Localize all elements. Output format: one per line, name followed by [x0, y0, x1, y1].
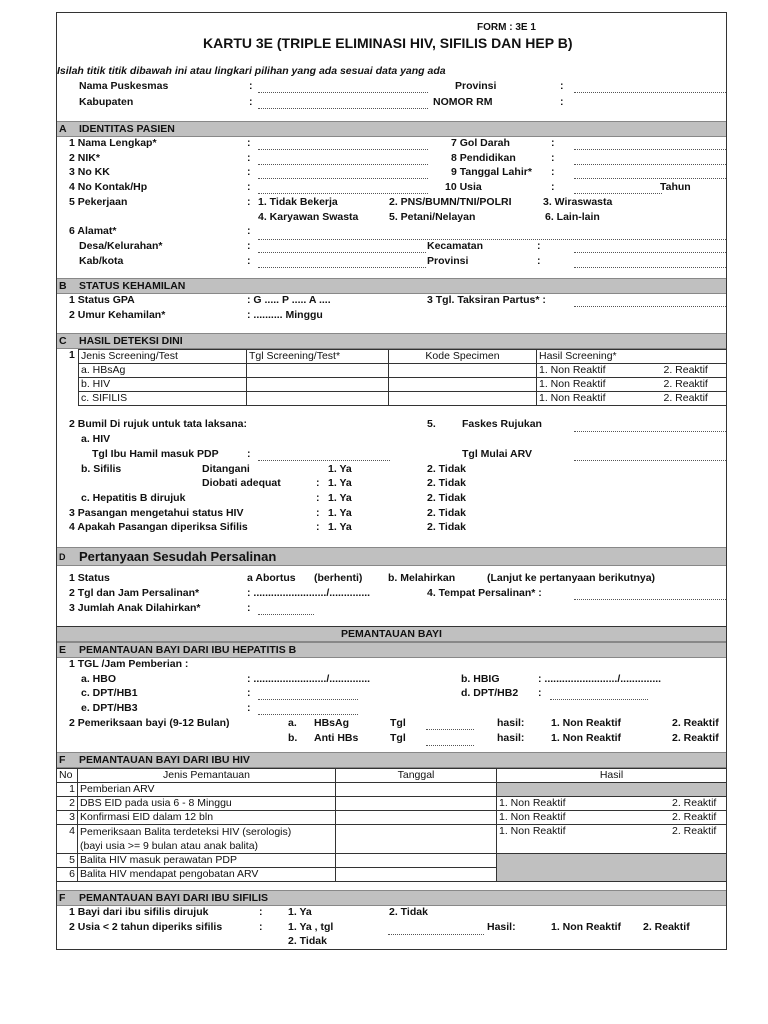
column-header: Tgl Screening/Test* — [247, 350, 389, 364]
hasil-cell-disabled — [497, 854, 727, 882]
label-hbig: b. HBIG — [461, 673, 500, 685]
hasil-cell — [537, 392, 727, 406]
section-title: PEMANTAUAN BAYI DARI IBU HEPATITIS B — [79, 644, 297, 656]
row-number: 3 — [57, 811, 78, 825]
form-code: FORM : 3E 1 — [477, 22, 536, 33]
label-usia-diperiksa: 2 Usia < 2 tahun diperiks sifilis — [69, 921, 223, 933]
taksiran-partus-field[interactable] — [574, 306, 726, 307]
section-c-header — [57, 333, 726, 349]
jenis-line-1: Pemeriksaan Balita terdeteksi HIV (serologis) — [80, 826, 292, 838]
colon: : — [560, 96, 564, 108]
label-kabkota: Kab/kota — [79, 255, 124, 267]
jenis-pemantauan: Balita HIV mendapat pengobatan ARV — [78, 868, 336, 882]
label-hiv: a. HIV — [81, 433, 111, 445]
label-tgl-arv: Tgl Mulai ARV — [462, 448, 533, 460]
provinsi-field[interactable] — [574, 92, 726, 93]
colon: : — [249, 96, 253, 108]
dpt-hb3-field[interactable] — [258, 714, 358, 715]
option-tidak[interactable]: 2. Tidak — [389, 906, 428, 918]
colon: : — [247, 687, 251, 699]
label-tgl: Tgl — [390, 732, 406, 744]
test-name: a. HBsAg — [79, 364, 247, 378]
test-letter: b. — [288, 732, 298, 744]
hasil-cell — [497, 797, 727, 811]
column-header: Tanggal — [336, 769, 497, 783]
row-number: 4 — [57, 825, 78, 854]
hiv-monitoring-table — [57, 768, 726, 882]
section-d-header — [57, 547, 726, 566]
option-non-reaktif[interactable]: 1. Non Reaktif — [499, 811, 566, 823]
label-ditangani: Ditangani — [202, 463, 250, 475]
label-jumlah-anak: 3 Jumlah Anak Dilahirkan* — [69, 602, 201, 614]
section-title: PEMANTAUAN BAYI — [341, 628, 442, 640]
option-tidak[interactable]: 2. Tidak — [427, 477, 466, 489]
nama-lengkap-field[interactable] — [258, 149, 428, 150]
pekerjaan-option-3[interactable]: 3. Wiraswasta — [543, 196, 613, 208]
colon: : — [560, 80, 564, 92]
hasil-cell-disabled — [497, 783, 727, 797]
column-header: Hasil — [497, 769, 727, 783]
colon: : — [259, 906, 263, 918]
page-title: KARTU 3E (TRIPLE ELIMINASI HIV, SIFILIS DAN HEP B) — [203, 35, 573, 51]
option-non-reaktif[interactable]: 1. Non Reaktif — [551, 732, 622, 744]
colon: : — [247, 225, 251, 237]
test-name: c. SIFILIS — [79, 392, 247, 406]
label-tgl-pdp: Tgl Ibu Hamil masuk PDP — [92, 448, 219, 460]
option-reaktif[interactable]: 2. Reaktif — [672, 732, 719, 744]
tempat-persalinan-field[interactable] — [574, 599, 726, 600]
option-ya[interactable]: 1. Ya — [328, 463, 352, 475]
label-kabupaten: Kabupaten — [79, 96, 134, 108]
label-dpt-hb3: e. DPT/HB3 — [81, 702, 138, 714]
colon: : — [247, 152, 251, 164]
jenis-line-2: (bayi usia >= 9 bulan atau anak balita) — [80, 840, 259, 852]
pekerjaan-option-6[interactable]: 6. Lain-lain — [545, 211, 600, 223]
colon: : — [316, 492, 320, 504]
colon: : — [247, 137, 251, 149]
kode-specimen-cell[interactable] — [389, 364, 537, 378]
option-ya[interactable]: 1. Ya — [328, 521, 352, 533]
label-usia: 10 Usia — [445, 181, 482, 193]
jenis-pemantauan: DBS EID pada usia 6 - 8 Minggu — [78, 797, 336, 811]
option-reaktif[interactable]: 2. Reaktif — [663, 392, 708, 404]
section-letter: D — [59, 552, 66, 562]
option-tidak[interactable]: 2. Tidak — [288, 935, 327, 947]
nama-puskesmas-field[interactable] — [258, 92, 428, 93]
jenis-pemantauan: Balita HIV masuk perawatan PDP — [78, 854, 336, 868]
tanggal-cell[interactable] — [336, 797, 497, 811]
hbig-field[interactable]: : ........................./.............. — [538, 673, 662, 685]
dpt-hb2-field[interactable] — [550, 699, 648, 700]
label-umur-kehamilan: 2 Umur Kehamilan* — [69, 309, 166, 321]
label-nik: 2 NIK* — [69, 152, 100, 164]
gol-darah-field[interactable] — [574, 149, 726, 150]
kecamatan-field[interactable] — [574, 252, 726, 253]
option-ya[interactable]: 1. Ya — [328, 477, 352, 489]
column-header: Jenis Screening/Test — [79, 350, 247, 364]
label-nama-lengkap: 1 Nama Lengkap* — [69, 137, 157, 149]
row-number: 5 — [57, 854, 78, 868]
option-melahirkan[interactable]: b. Melahirkan — [388, 572, 456, 584]
jumlah-anak-field[interactable] — [258, 614, 314, 615]
hasil-cell — [537, 378, 727, 392]
label-hasil: hasil: — [497, 732, 525, 744]
option-tidak[interactable]: 2. Tidak — [427, 507, 466, 519]
test-name: HBsAg — [314, 717, 350, 729]
label-taksiran-partus: 3 Tgl. Taksiran Partus* : — [427, 294, 546, 306]
note-lanjut: (Lanjut ke pertanyaan berikutnya) — [487, 572, 656, 584]
label-pasangan-hiv: 3 Pasangan mengetahui status HIV — [69, 507, 244, 519]
kabkota-field[interactable] — [258, 267, 426, 268]
table-header-row — [79, 350, 727, 364]
label-tgl: Tgl — [390, 717, 406, 729]
section-title: PEMANTAUAN BAYI DARI IBU HIV — [79, 754, 250, 766]
kabupaten-field[interactable] — [258, 108, 428, 109]
item-number: 1 — [69, 349, 75, 361]
label-gol-darah: 7 Gol Darah — [451, 137, 510, 149]
tanggal-cell[interactable] — [336, 854, 497, 868]
pekerjaan-option-5[interactable]: 5. Petani/Nelayan — [389, 211, 476, 223]
section-f-sifilis-header — [57, 890, 726, 906]
option-ya[interactable]: 1. Ya — [288, 906, 312, 918]
colon: : — [247, 181, 251, 193]
provinsi-pasien-field[interactable] — [574, 267, 726, 268]
hasil-cell — [537, 364, 727, 378]
label-nomor-rm: NOMOR RM — [433, 96, 493, 108]
section-title: STATUS KEHAMILAN — [79, 280, 186, 292]
pekerjaan-option-1[interactable]: 1. Tidak Bekerja — [258, 196, 338, 208]
colon: : — [247, 255, 251, 267]
row-number: 6 — [57, 868, 78, 882]
colon: : — [537, 240, 541, 252]
test-letter: a. — [288, 717, 297, 729]
section-letter: A — [59, 123, 67, 135]
row-number: 1 — [57, 783, 78, 797]
option-tidak[interactable]: 2. Tidak — [427, 521, 466, 533]
table-row — [57, 854, 726, 868]
test-name: Anti HBs — [314, 732, 359, 744]
colon: : — [537, 255, 541, 267]
tgl-arv-field[interactable] — [574, 460, 726, 461]
section-title: IDENTITAS PASIEN — [79, 123, 175, 135]
tgl-periksa-sifilis-field[interactable] — [388, 934, 484, 935]
colon: : — [247, 196, 251, 208]
option-reaktif[interactable]: 2. Reaktif — [643, 921, 690, 933]
colon: : — [247, 602, 251, 614]
hasil-cell — [497, 825, 727, 854]
pekerjaan-option-2[interactable]: 2. PNS/BUMN/TNI/POLRI — [389, 196, 512, 208]
label-hepatitis: c. Hepatitis B dirujuk — [81, 492, 186, 504]
column-header: Kode Specimen — [389, 350, 537, 364]
section-b-header — [57, 278, 726, 294]
form-page — [56, 12, 727, 950]
colon: : — [551, 181, 555, 193]
option-reaktif[interactable]: 2. Reaktif — [672, 811, 717, 823]
table-row — [57, 811, 726, 825]
label-tanggal-lahir: 9 Tanggal Lahir* — [451, 166, 532, 178]
column-header: Hasil Screening* — [537, 350, 727, 364]
note-berhenti: (berhenti) — [314, 572, 363, 584]
option-non-reaktif[interactable]: 1. Non Reaktif — [539, 364, 606, 376]
option-reaktif[interactable]: 2. Reaktif — [663, 378, 708, 390]
colon: : — [538, 687, 542, 699]
option-non-reaktif[interactable]: 1. Non Reaktif — [539, 378, 606, 390]
option-abortus[interactable]: a Abortus — [247, 572, 296, 584]
table-row — [79, 378, 727, 392]
column-header: Jenis Pemantauan — [78, 769, 336, 783]
label-desa: Desa/Kelurahan* — [79, 240, 163, 252]
label-nama-puskesmas: Nama Puskesmas — [79, 80, 169, 92]
table-header-row — [57, 769, 726, 783]
colon: : — [247, 166, 251, 178]
status-gpa-field[interactable]: : G ..... P ..... A .... — [247, 294, 331, 306]
option-tidak[interactable]: 2. Tidak — [427, 463, 466, 475]
label-tempat-persalinan: 4. Tempat Persalinan* : — [427, 587, 542, 599]
tgl-screening-cell[interactable] — [247, 378, 389, 392]
hbsag-tgl-field[interactable] — [426, 729, 474, 730]
screening-table — [78, 349, 727, 406]
table-row — [57, 797, 726, 811]
section-title: Pertanyaan Sesudah Persalinan — [79, 549, 277, 564]
alamat-field[interactable] — [258, 239, 726, 240]
option-non-reaktif[interactable]: 1. Non Reaktif — [551, 717, 622, 729]
umur-kehamilan-field[interactable]: : .......... Minggu — [247, 309, 323, 321]
row-number: 2 — [57, 797, 78, 811]
label-dpt-hb2: d. DPT/HB2 — [461, 687, 519, 699]
tanggal-cell[interactable] — [336, 825, 497, 854]
anti-hbs-tgl-field[interactable] — [426, 745, 474, 746]
section-letter: F — [59, 892, 66, 904]
tanggal-cell[interactable] — [336, 811, 497, 825]
column-header: No — [57, 769, 78, 783]
tanggal-cell[interactable] — [336, 868, 497, 882]
label-tgl-pemberian: 1 TGL /Jam Pemberian : — [69, 658, 189, 670]
colon: : — [316, 477, 320, 489]
tanggal-cell[interactable] — [336, 783, 497, 797]
faskes-rujukan-field[interactable] — [574, 431, 726, 432]
label-pemeriksaan-bayi: 2 Pemeriksaan bayi (9-12 Bulan) — [69, 717, 230, 729]
option-ya-tgl[interactable]: 1. Ya , tgl — [288, 921, 334, 933]
tanggal-lahir-field[interactable] — [574, 178, 726, 179]
colon: : — [259, 921, 263, 933]
jenis-pemantauan: Konfirmasi EID dalam 12 bln — [78, 811, 336, 825]
item-number: 5. — [427, 418, 436, 430]
no-kk-field[interactable] — [258, 178, 428, 179]
section-letter: E — [59, 644, 67, 656]
option-reaktif[interactable]: 2. Reaktif — [663, 364, 708, 376]
label-sifilis: b. Sifilis — [81, 463, 122, 475]
label-rujuk: 2 Bumil Di rujuk untuk tata laksana: — [69, 418, 247, 430]
colon: : — [249, 80, 253, 92]
colon: : — [551, 166, 555, 178]
label-faskes-rujukan: Faskes Rujukan — [462, 418, 542, 430]
tgl-pdp-field[interactable] — [258, 460, 390, 461]
option-non-reaktif[interactable]: 1. Non Reaktif — [551, 921, 622, 933]
label-kecamatan: Kecamatan — [427, 240, 484, 252]
colon: : — [551, 137, 555, 149]
label-pekerjaan: 5 Pekerjaan — [69, 196, 128, 208]
label-tgl-jam-persalinan: 2 Tgl dan Jam Persalinan* — [69, 587, 200, 599]
tgl-jam-persalinan-field[interactable]: : ........................./.............. — [247, 587, 371, 599]
label-bayi-dirujuk: 1 Bayi dari ibu sifilis dirujuk — [69, 906, 209, 918]
usia-field[interactable] — [574, 193, 662, 194]
option-non-reaktif[interactable]: 1. Non Reaktif — [539, 392, 606, 404]
label-alamat: 6 Alamat* — [69, 225, 117, 237]
pekerjaan-option-4[interactable]: 4. Karyawan Swasta — [258, 211, 359, 223]
label-hasil: hasil: — [497, 717, 525, 729]
label-status-gpa: 1 Status GPA — [69, 294, 135, 306]
section-title: HASIL DETEKSI DINI — [79, 335, 183, 347]
option-ya[interactable]: 1. Ya — [328, 507, 352, 519]
table-row — [79, 392, 727, 406]
label-dpt-hb1: c. DPT/HB1 — [81, 687, 138, 699]
table-row — [79, 364, 727, 378]
section-letter: C — [59, 335, 67, 347]
desa-field[interactable] — [258, 252, 426, 253]
hbo-field[interactable]: : ........................./.............. — [247, 673, 371, 685]
label-hbo: a. HBO — [81, 673, 117, 685]
label-pasangan-sifilis: 4 Apakah Pasangan diperiksa Sifilis — [69, 521, 248, 533]
label-status: 1 Status — [69, 572, 110, 584]
table-row — [57, 783, 726, 797]
option-non-reaktif[interactable]: 1. Non Reaktif — [499, 797, 566, 809]
no-kontak-field[interactable] — [258, 193, 428, 194]
tgl-screening-cell[interactable] — [247, 392, 389, 406]
label-provinsi-pasien: Provinsi — [427, 255, 469, 267]
option-ya[interactable]: 1. Ya — [328, 492, 352, 504]
kode-specimen-cell[interactable] — [389, 392, 537, 406]
label-tahun: Tahun — [660, 181, 691, 193]
section-f-hiv-header — [57, 752, 726, 768]
test-name: b. HIV — [79, 378, 247, 392]
section-e-header — [57, 642, 726, 658]
dpt-hb1-field[interactable] — [258, 699, 358, 700]
jenis-pemantauan: Pemberian ARV — [78, 783, 336, 797]
colon: : — [247, 448, 251, 460]
colon: : — [551, 152, 555, 164]
pendidikan-field[interactable] — [574, 164, 726, 165]
option-non-reaktif[interactable]: 1. Non Reaktif — [499, 825, 566, 837]
jenis-pemantauan — [78, 825, 336, 854]
option-reaktif[interactable]: 2. Reaktif — [672, 825, 717, 837]
label-hasil: Hasil: — [487, 921, 516, 933]
nik-field[interactable] — [258, 164, 428, 165]
section-letter: F — [59, 754, 66, 766]
colon: : — [316, 521, 320, 533]
section-title: PEMANTAUAN BAYI DARI IBU SIFILIS — [79, 892, 269, 904]
hasil-cell — [497, 811, 727, 825]
label-no-kk: 3 No KK — [69, 166, 110, 178]
instruction-text: Isilah titik titik dibawah ini atau lingkari pilihan yang ada sesuai data yang ada — [57, 65, 446, 77]
pemantauan-bayi-header — [57, 626, 726, 642]
label-no-kontak: 4 No Kontak/Hp — [69, 181, 148, 193]
label-pendidikan: 8 Pendidikan — [451, 152, 516, 164]
colon: : — [316, 507, 320, 519]
option-tidak[interactable]: 2. Tidak — [427, 492, 466, 504]
option-reaktif[interactable]: 2. Reaktif — [672, 797, 717, 809]
table-row — [57, 825, 726, 854]
label-diobati: Diobati adequat — [202, 477, 281, 489]
colon: : — [247, 702, 251, 714]
section-a-header — [57, 121, 726, 137]
label-provinsi: Provinsi — [455, 80, 497, 92]
kode-specimen-cell[interactable] — [389, 378, 537, 392]
section-letter: B — [59, 280, 67, 292]
colon: : — [247, 240, 251, 252]
option-reaktif[interactable]: 2. Reaktif — [672, 717, 719, 729]
tgl-screening-cell[interactable] — [247, 364, 389, 378]
